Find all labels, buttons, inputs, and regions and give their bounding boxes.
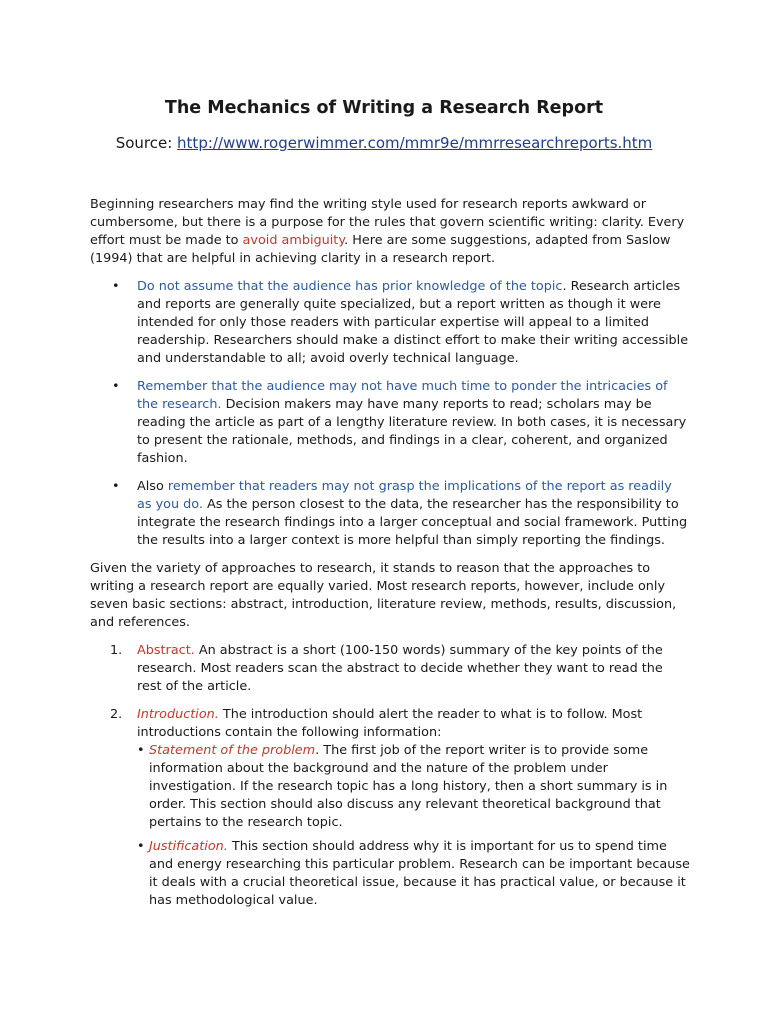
subitem-list	[137, 742, 690, 910]
section-list	[90, 642, 690, 910]
bullet-highlight: remember that readers may not grasp the implications of the report as readily as you do.	[137, 479, 672, 512]
section-number: 1.	[110, 643, 123, 658]
list-item: 2. Introduction. The introduction should alert the reader to what is to follow. Most introductions contain the following information: • Statement of the problem. The first job of the report writer is to provide some information about the background and the nature of the problem under investigation. If the research topic has a long history, then a short summary is in order. This section should also discuss any relevant theoretical background that pertains to the research topic. • Justification. This section should address why it is important for us to spend time and energy researching this particular problem. Research can be important because it deals with a crucial theoretical issue, because it has practical value, or because it has methodological value.	[110, 707, 690, 908]
bullet-icon: •	[112, 479, 120, 494]
bullet-icon: •	[137, 743, 145, 758]
subitem-heading: Statement of the problem	[149, 743, 316, 758]
intro-paragraph: Beginning researchers may find the writing style used for research reports awkward or cumbersome, but there is a purpose for the rules that govern scientific writing: clarity. Every effort must be made to avoid ambiguity. Here are some suggestions, adapted from Saslow (1994) that are helpful in achieving clarity in a research report.	[90, 197, 685, 266]
source-line	[0, 134, 768, 152]
list-item: 1. Abstract. An abstract is a short (100-150 words) summary of the key points of the research. Most readers scan the abstract to decide whether they want to read the rest of the article.	[110, 643, 663, 694]
sections-paragraph: Given the variety of approaches to research, it stands to reason that the approaches to writing a research report are equally varied. Most research reports, however, include only seven basic sections: abstract, introduction, literature review, methods, results, discussion, and references.	[90, 561, 677, 630]
list-item: • Also remember that readers may not grasp the implications of the report as readily as you do. As the person closest to the data, the researcher has the responsibility to integrate the research findings into a larger conceptual and social framework. Putting the results into a larger context is more helpful than simply reporting the findings.	[112, 479, 688, 548]
section-heading: Abstract.	[137, 643, 195, 658]
list-item: • Do not assume that the audience has prior knowledge of the topic. Research articles and reports are generally quite specialized, but a report written as though it were intended for only those readers with particular expertise will appeal to a limited readership. Researchers should make a distinct effort to make their writing accessible and understandable to all; avoid overly technical language.	[112, 279, 689, 366]
list-item: • Justification. This section should address why it is important for us to spend time and energy researching this particular problem. Research can be important because it deals with a crucial theoretical issue, because it has practical value, or because it has methodological value.	[137, 839, 690, 908]
source-link[interactable]: http://www.rogerwimmer.com/mmr9e/mmrresearchreports.htm	[177, 134, 653, 152]
bullet-highlight: Do not assume that the audience has prior knowledge of the topic	[137, 279, 563, 294]
suggestion-list	[90, 278, 690, 550]
section-number: 2.	[110, 707, 123, 722]
bullet-icon: •	[112, 379, 120, 394]
list-item: • Remember that the audience may not have much time to ponder the intricacies of the research. Decision makers may have many reports to read; scholars may be reading the article as part of a lengthy literature review. In both cases, it is necessary to present the rationale, methods, and findings in a clear, coherent, and organized fashion.	[112, 379, 687, 466]
bullet-icon: •	[112, 279, 120, 294]
bullet-icon: •	[137, 839, 145, 854]
page-title: The Mechanics of Writing a Research Report	[164, 98, 604, 118]
bullet-highlight: Remember that the audience may not have much time to ponder the intricacies of the research.	[137, 379, 668, 412]
intro-highlight: avoid ambiguity	[242, 233, 345, 248]
subitem-heading: Justification.	[149, 839, 228, 854]
list-item: • Statement of the problem. The first job of the report writer is to provide some information about the background and the nature of the problem under investigation. If the research topic has a long history, then a short summary is in order. This section should also discuss any relevant theoretical background that pertains to the research topic.	[137, 743, 668, 830]
document-body	[90, 196, 690, 920]
section-heading: Introduction.	[137, 707, 219, 722]
source-label: Source:	[115, 134, 173, 152]
